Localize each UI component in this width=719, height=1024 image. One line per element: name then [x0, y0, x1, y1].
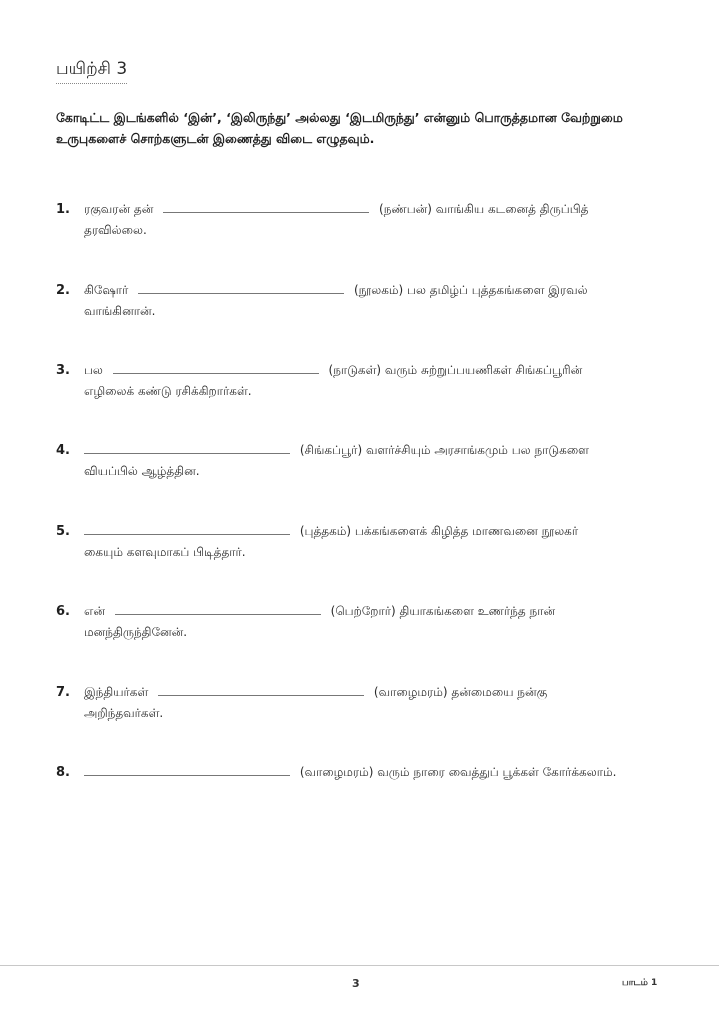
question-hint: (சிங்கப்பூர்) வளர்ச்சியும் அரசாங்கமும் பல நாடுகளை: [299, 443, 589, 457]
question-text-line2: வியப்பில் ஆழ்த்தின.: [84, 464, 200, 478]
question-text-before: ரகுவரன் தன்: [84, 202, 154, 216]
question-hint: (புத்தகம்) பக்கங்களைக் கிழித்த மாணவனை நூலகர்: [299, 524, 579, 538]
question-text-line2: தரவில்லை.: [84, 223, 147, 237]
question-hint: (வாழைமரம்) தன்மையை நன்கு: [373, 685, 548, 699]
answer-blank[interactable]: [113, 361, 319, 374]
question-4: [56, 440, 676, 482]
answer-blank[interactable]: [163, 200, 369, 213]
answer-blank[interactable]: [84, 522, 290, 535]
question-number: 4.: [56, 443, 70, 458]
lesson-label: பாடம் 1: [622, 978, 658, 988]
question-text-line2: வாங்கினான்.: [84, 304, 156, 318]
footer-divider: [0, 965, 719, 966]
answer-blank[interactable]: [138, 281, 344, 294]
question-number: 5.: [56, 524, 70, 539]
question-text-line2: அறிந்தவர்கள்.: [84, 706, 164, 720]
question-text-before: என்: [84, 604, 105, 618]
answer-blank[interactable]: [115, 602, 321, 615]
question-7: [56, 682, 676, 724]
question-2: [56, 280, 676, 322]
answer-blank[interactable]: [84, 441, 290, 454]
question-hint: (வாழைமரம்) வரும் நாரை வைத்துப் பூக்கள் கோர்க்கலாம்.: [299, 765, 617, 779]
question-6: [56, 601, 676, 643]
question-number: 2.: [56, 283, 70, 298]
question-text-before: கிஷோர்: [84, 283, 129, 297]
question-3: [56, 360, 676, 402]
answer-blank[interactable]: [84, 763, 290, 776]
question-hint: (பெற்றோர்) தியாகங்களை உணர்ந்த நான்: [330, 604, 556, 618]
instructions: கோடிட்ட இடங்களில் ‘இன்’, ‘இலிருந்து’ அல்லது ‘இடமிருந்து’ என்னும் பொருத்தமான வேற்றுமை உருபுகளைச் சொற்களுடன் இணைத்து விடை எழுதவும்.: [56, 110, 623, 146]
question-text-line2: மனந்திருந்தினேன்.: [84, 625, 188, 639]
question-text-line2: கையும் களவுமாகப் பிடித்தார்.: [84, 545, 246, 559]
question-number: 7.: [56, 685, 70, 700]
question-text-before: இந்தியர்கள்: [84, 685, 149, 699]
question-text-before: பல: [84, 363, 103, 377]
page-number: 3: [352, 977, 360, 990]
question-1: [56, 199, 676, 241]
question-number: 8.: [56, 765, 70, 780]
question-number: 6.: [56, 604, 70, 619]
question-number: 3.: [56, 363, 70, 378]
answer-blank[interactable]: [158, 683, 364, 696]
question-number: 1.: [56, 202, 70, 217]
exercise-title: பயிற்சி 3: [56, 58, 127, 84]
question-hint: (நண்பன்) வாங்கிய கடனைத் திருப்பித்: [379, 202, 589, 216]
question-text-line2: எழிலைக் கண்டு ரசிக்கிறார்கள்.: [84, 384, 252, 398]
question-5: [56, 521, 676, 563]
question-hint: (நூலகம்) பல தமிழ்ப் புத்தகங்களை இரவல்: [353, 283, 588, 297]
question-hint: (நாடுகள்) வரும் சுற்றுப்பயணிகள் சிங்கப்பூரின்: [328, 363, 583, 377]
question-8: [56, 762, 676, 783]
